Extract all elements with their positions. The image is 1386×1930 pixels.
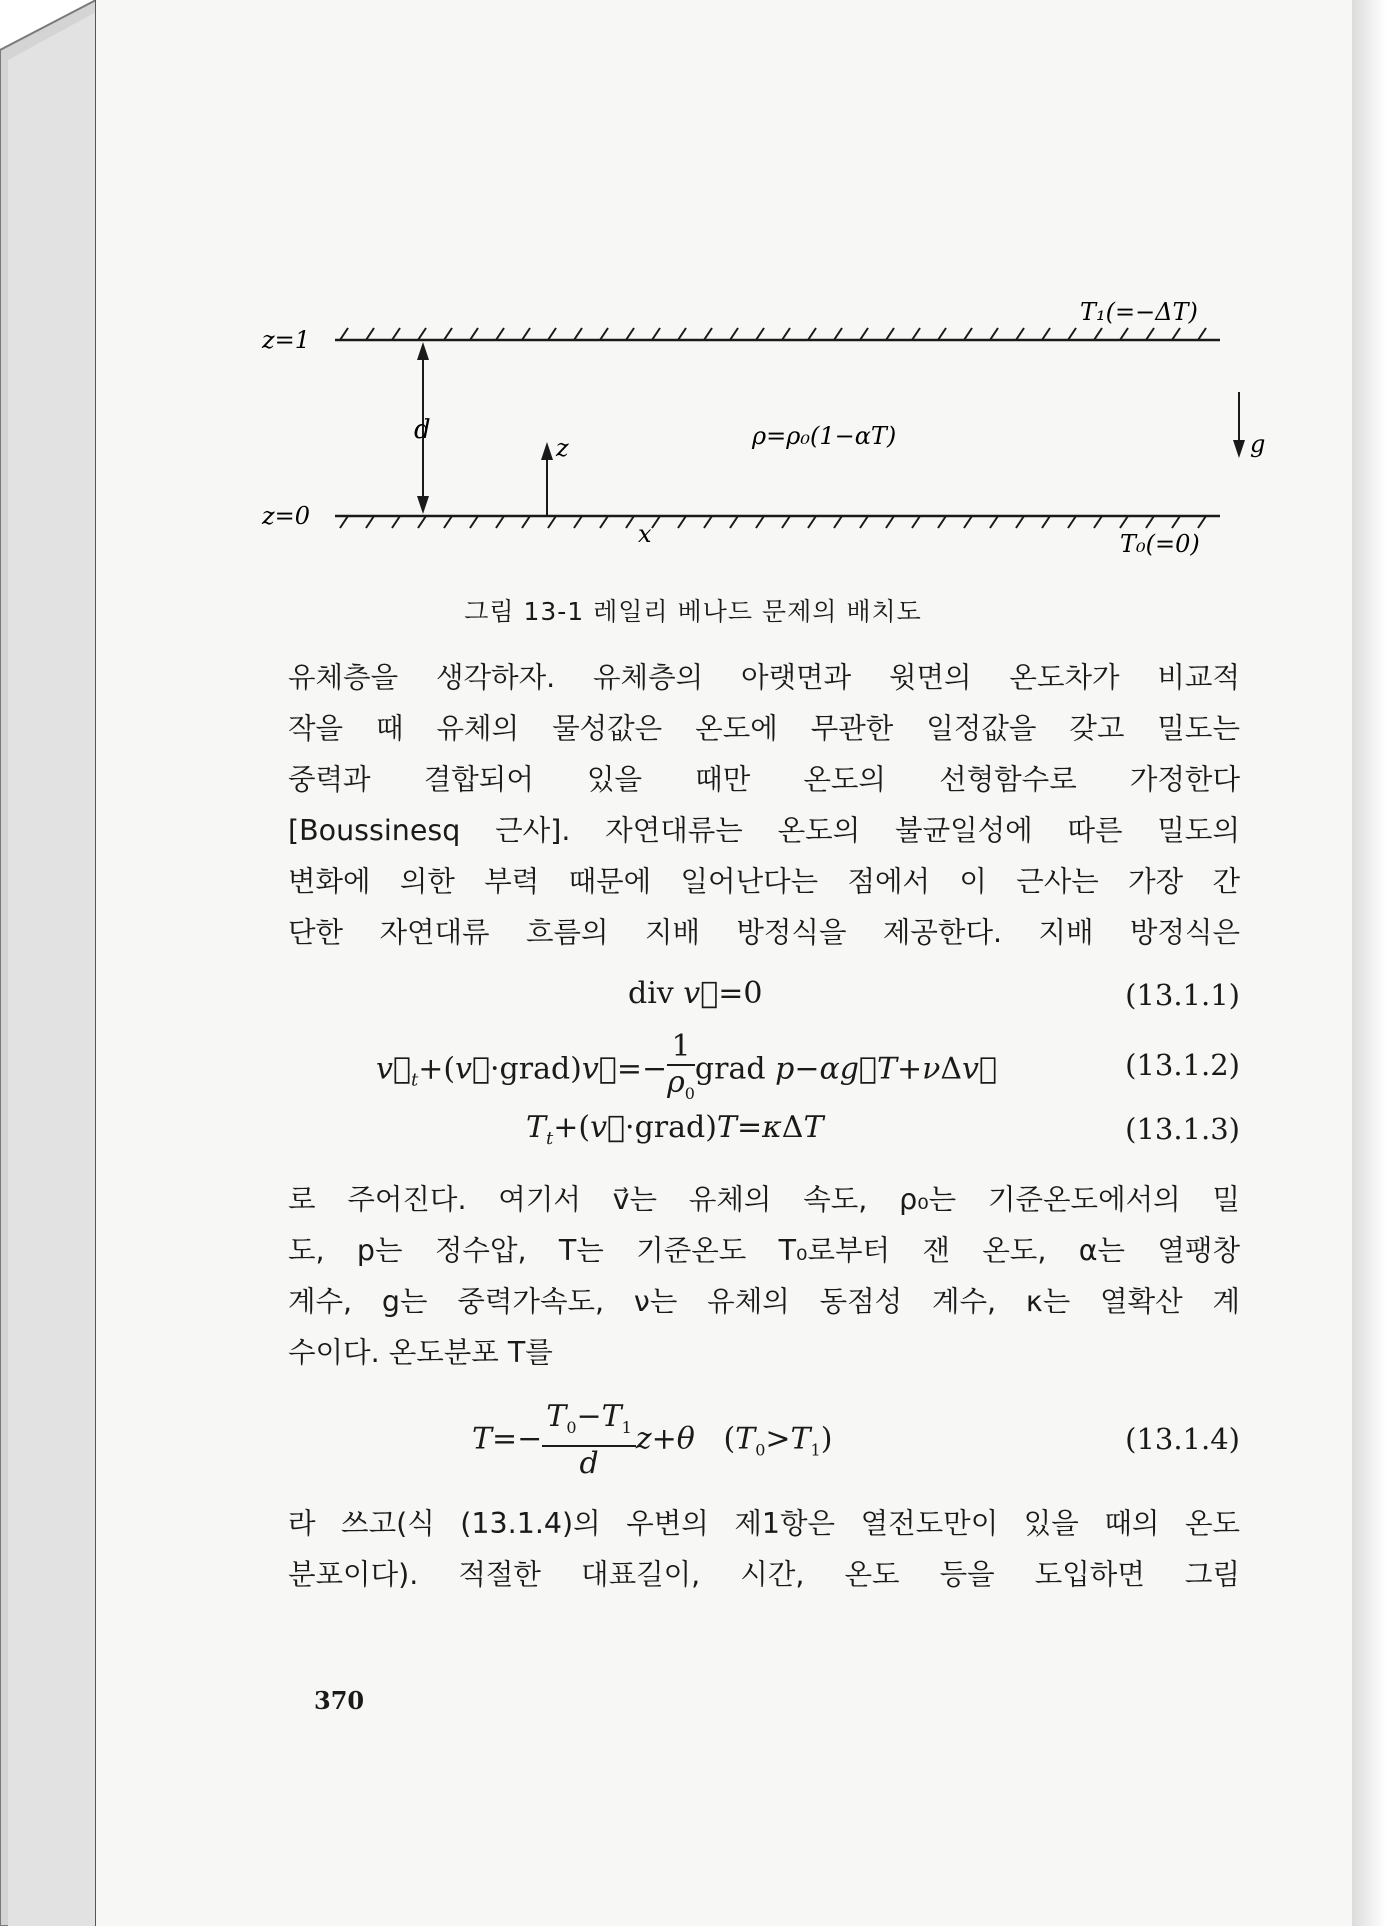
text-line: 분포이다). 적절한 대표길이, 시간, 온도 등을 도입하면 그림 xyxy=(288,1558,1240,1591)
hatch-mark xyxy=(730,516,738,528)
hatch-mark xyxy=(392,328,400,340)
hatch-mark xyxy=(912,516,920,528)
hatch-mark xyxy=(522,328,530,340)
equation-number: (13.1.4) xyxy=(1125,1422,1240,1456)
hatch-mark xyxy=(756,328,764,340)
hatch-mark xyxy=(574,516,582,528)
hatch-mark xyxy=(418,516,426,528)
hatch-mark xyxy=(964,516,972,528)
text-line: 중력과 결합되어 있을 때만 온도의 선형함수로 가정한다 xyxy=(288,763,1240,796)
hatch-mark xyxy=(1094,516,1102,528)
page-number: 370 xyxy=(314,1686,365,1715)
hatch-mark xyxy=(938,516,946,528)
hatch-mark xyxy=(366,328,374,340)
equation-13-1-1: div v⃗=0 xyxy=(628,976,763,1011)
label-x-axis: x xyxy=(638,520,652,548)
label-z0: z=0 xyxy=(262,502,311,530)
hatch-mark xyxy=(600,516,608,528)
paragraph-3 xyxy=(288,1498,1240,1600)
hatch-mark xyxy=(1172,328,1180,340)
text-line: 변화에 의한 부력 때문에 일어난다는 점에서 이 근사는 가장 간 xyxy=(288,865,1240,898)
label-d: d xyxy=(414,415,431,445)
hatch-mark xyxy=(652,328,660,340)
text-line: 수이다. 온도분포 T를 xyxy=(288,1336,553,1369)
label-T0: T₀(=0) xyxy=(1120,530,1200,558)
hatch-mark xyxy=(834,328,842,340)
hatch-mark xyxy=(730,328,738,340)
equation-13-1-2: $v⃗_t+(v⃗\cdot grad)v⃗=-$ $\frac{1}{\rho_0}$ grad p−αg⃗T+νΔv⃗ xyxy=(376,1029,997,1103)
hatch-mark xyxy=(522,516,530,528)
hatch-mark xyxy=(392,516,400,528)
hatch-mark xyxy=(1016,516,1024,528)
hatch-mark xyxy=(834,516,842,528)
hatch-mark xyxy=(678,516,686,528)
hatch-mark xyxy=(470,516,478,528)
hatch-mark xyxy=(782,516,790,528)
text-line: 계수, g는 중력가속도, ν는 유체의 동점성 계수, κ는 열확산 계 xyxy=(288,1285,1240,1318)
hatch-mark xyxy=(990,328,998,340)
rayleigh-benard-figure xyxy=(240,280,1280,580)
hatch-mark xyxy=(678,328,686,340)
label-z1: z=1 xyxy=(262,326,311,354)
hatch-mark xyxy=(1172,516,1180,528)
text-line: 도, p는 정수압, T는 기준온도 T₀로부터 잰 온도, α는 열팽창 xyxy=(288,1234,1240,1267)
hatch-mark xyxy=(964,328,972,340)
hatch-mark xyxy=(470,328,478,340)
hatch-mark xyxy=(496,516,504,528)
hatch-mark xyxy=(938,328,946,340)
figure-caption: 그림 13-1 레일리 베나드 문제의 배치도 xyxy=(464,597,922,626)
hatch-mark xyxy=(496,328,504,340)
hatch-mark xyxy=(418,328,426,340)
paragraph-2 xyxy=(288,1174,1240,1378)
label-T1: T₁(=−ΔT) xyxy=(1080,298,1198,326)
hatch-mark xyxy=(808,328,816,340)
hatch-mark xyxy=(444,328,452,340)
hatch-mark xyxy=(1094,328,1102,340)
hatch-mark xyxy=(860,328,868,340)
hatch-mark xyxy=(600,328,608,340)
hatch-mark xyxy=(1120,328,1128,340)
label-g: g xyxy=(1250,430,1266,458)
hatch-mark xyxy=(886,516,894,528)
hatch-mark xyxy=(1146,328,1154,340)
hatch-mark xyxy=(1042,328,1050,340)
hatch-mark xyxy=(652,516,660,528)
hatch-mark xyxy=(808,516,816,528)
hatch-mark xyxy=(444,516,452,528)
hatch-mark xyxy=(1120,516,1128,528)
hatch-mark xyxy=(340,516,348,528)
text-line: 단한 자연대류 흐름의 지배 방정식을 제공한다. 지배 방정식은 xyxy=(288,916,1240,949)
equation-number: (13.1.1) xyxy=(1125,978,1240,1012)
hatch-mark xyxy=(704,516,712,528)
text-line: 유체층을 생각하자. 유체층의 아랫면과 윗면의 온도차가 비교적 xyxy=(288,661,1240,694)
hatch-mark xyxy=(1198,328,1206,340)
hatch-mark xyxy=(912,328,920,340)
hatch-mark xyxy=(886,328,894,340)
hatch-mark xyxy=(340,328,348,340)
hatch-mark xyxy=(1016,328,1024,340)
hatch-mark xyxy=(366,516,374,528)
hatch-mark xyxy=(574,328,582,340)
hatch-mark xyxy=(1068,516,1076,528)
hatch-mark xyxy=(756,516,764,528)
hatch-mark xyxy=(1042,516,1050,528)
paragraph-1 xyxy=(288,652,1240,958)
label-density: ρ=ρ₀(1−αT) xyxy=(752,422,897,450)
hatch-mark xyxy=(704,328,712,340)
text-line: [Boussinesq 근사]. 자연대류는 온도의 불균일성에 따른 밀도의 xyxy=(288,814,1240,847)
equation-number: (13.1.2) xyxy=(1125,1048,1240,1082)
equation-number: (13.1.3) xyxy=(1125,1112,1240,1146)
text-line: 작을 때 유체의 물성값은 온도에 무관한 일정값을 갖고 밀도는 xyxy=(288,712,1240,745)
hatch-mark xyxy=(1068,328,1076,340)
hatch-mark xyxy=(1146,516,1154,528)
text-line: 로 주어진다. 여기서 v⃗는 유체의 속도, ρ₀는 기준온도에서의 밀 xyxy=(288,1183,1240,1216)
label-z-axis: z xyxy=(556,434,569,462)
hatch-mark xyxy=(860,516,868,528)
page-edge-shadow xyxy=(1352,0,1386,1926)
hatch-mark xyxy=(990,516,998,528)
equation-13-1-4: T=− $\frac{T_0-T_1}{d}$ z+θ $(T_0>T_1)$ xyxy=(472,1399,833,1481)
hatch-mark xyxy=(626,328,634,340)
equation-13-1-3: $T_t+(v⃗\cdot grad)T=\kappa\Delta T$ xyxy=(526,1110,824,1149)
hatch-mark xyxy=(1198,516,1206,528)
hatch-mark xyxy=(548,328,556,340)
hatch-mark xyxy=(626,516,634,528)
text-line: 라 쓰고(식 (13.1.4)의 우변의 제1항은 열전도만이 있을 때의 온도 xyxy=(288,1507,1240,1540)
hatch-mark xyxy=(782,328,790,340)
hatch-mark xyxy=(548,516,556,528)
